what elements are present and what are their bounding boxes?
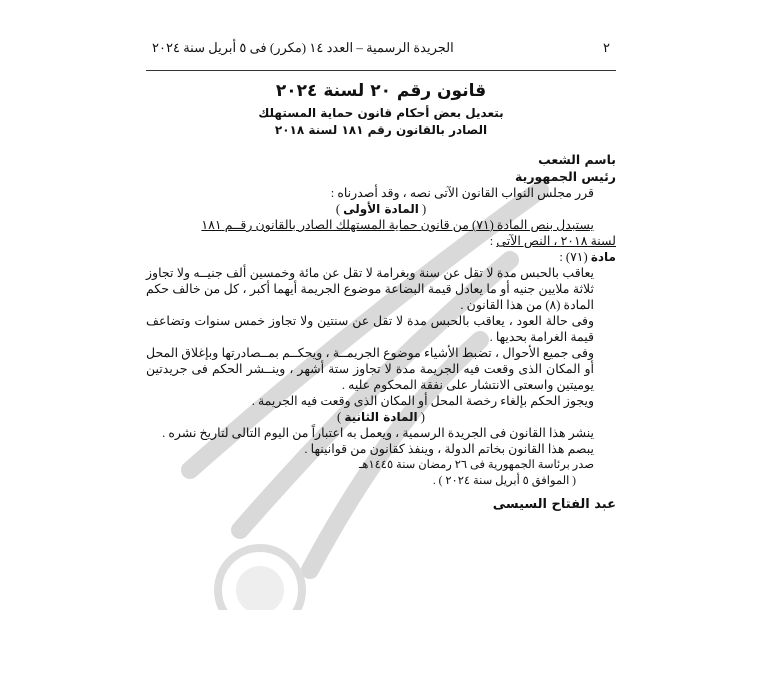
issuance-date: صدر برئاسة الجمهورية فى ٢٦ رمضان سنة ١٤٤٥هـ <box>359 459 594 471</box>
article-71-para-4: ويجوز الحكم بإلغاء رخصة المحل أو المكان الذى وقعت فيه الجريمة . <box>251 394 594 408</box>
header-rule <box>146 70 616 71</box>
article-2-para-1: ينشر هذا القانون فى الجريدة الرسمية ، ويعمل به اعتباراً من اليوم التالى لتاريخ نشره . <box>162 426 594 440</box>
article-71-para-2: وفى حالة العود ، يعاقب بالحبس مدة لا تقل عن سنتين ولا تجاوز خمس سنوات وتضاعف قيمة الغرامة بحديها . <box>146 314 594 344</box>
law-subtitle-2: الصادر بالقانون رقم ١٨١ لسنة ٢٠١٨ <box>274 123 488 137</box>
parliament-decision: قرر مجلس النواب القانون الآتى نصه ، وقد أصدرناه : <box>330 186 594 200</box>
issuance-gregorian: ( الموافق ٥ أبريل سنة ٢٠٢٤ ) . <box>432 475 576 487</box>
article-2-para-2: يبصم هذا القانون بخاتم الدولة ، وينفذ كقانون من قوانينها . <box>304 442 594 456</box>
article-1-line-1: يستبدل بنص المادة (٧١) من قانون حماية المستهلك الصادر بالقانون رقــم ١٨١ <box>201 218 594 232</box>
page-header <box>146 36 616 56</box>
article-1-line-2: لسنة ٢٠١٨ ، النص الآتى : <box>489 234 616 248</box>
law-subtitle: بتعديل بعض أحكام قانون حماية المستهلك <box>258 106 504 120</box>
article-71-para-3: وفى جميع الأحوال ، تضبط الأشياء موضوع الجريمــة ، ويحكــم بمــصادرتها وبإغلاق المحل أو المكان الذى وقعت فيه الجريمة مدة لا تجاوز ستة أشهر ، وينــشر الحكم فى جريدتين يوميتين واسعتى الانتشار على نفقة المحكوم عليه . <box>146 346 594 392</box>
president-signature: عبد الفتاح السيسى <box>492 497 616 512</box>
president-heading: رئيس الجمهورية <box>515 169 616 184</box>
law-title: قانون رقم ٢٠ لسنة ٢٠٢٤ <box>275 81 487 101</box>
name-of-people: باسم الشعب <box>538 152 616 167</box>
article-2-heading: ( المادة الثانية ) <box>337 410 425 424</box>
article-71-para-1: يعاقب بالحبس مدة لا تقل عن سنة وبغرامة لا تقل عن مائة وخمسين ألف جنيــه ولا تجاوز ثلاثة ملايين جنيه أو ما يعادل قيمة البضاعة موضوع الجريمة أيهما أكبر ، كل من خالف حكم المادة (٨) من هذا القانون . <box>146 266 594 312</box>
gazette-issue: الجريدة الرسمية – العدد ١٤ (مكرر) فى ٥ أبريل سنة ٢٠٢٤ <box>152 40 454 55</box>
madda-71: مادة (٧١) : <box>559 250 616 264</box>
page-number: ٢ <box>603 40 610 55</box>
gazette-page <box>146 36 616 512</box>
article-1-heading: ( المادة الأولى ) <box>335 202 427 216</box>
